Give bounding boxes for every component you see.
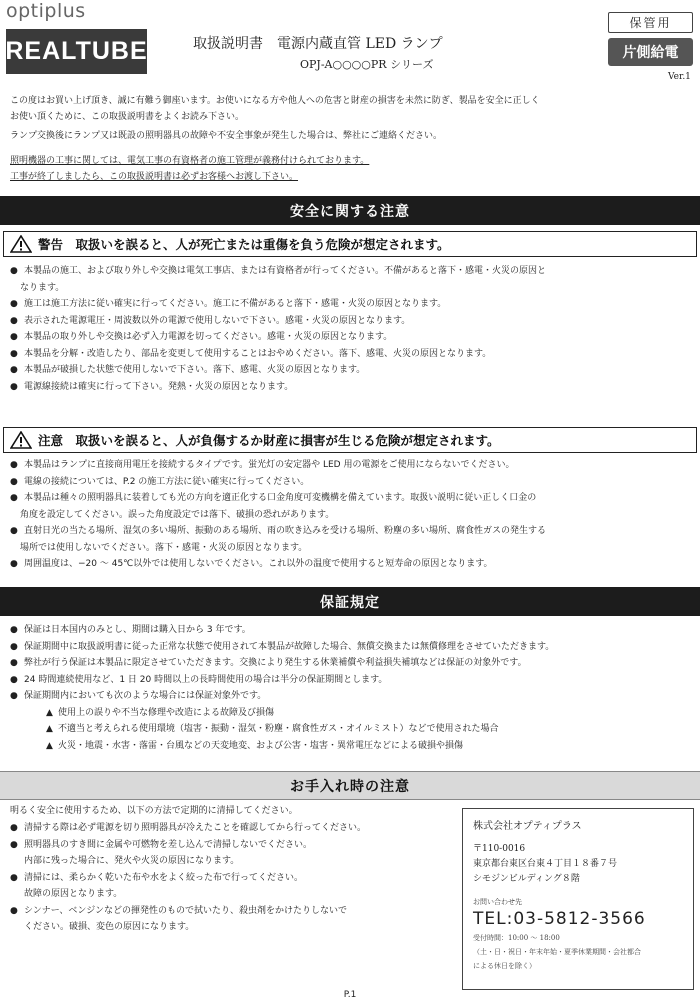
caution-box <box>3 427 697 453</box>
list-item: ● 本製品が破損した状態で使用しないで下さい。落下、感電、火災の原因となります。 <box>10 365 366 375</box>
intro-line: 照明機器の工事に関しては、電気工事の有資格者の施工管理が義務付けられております。 <box>10 156 370 166</box>
warning-title: 警告 取扱いを誤ると、人が死亡または重傷を負う危険が想定されます。 <box>38 237 450 252</box>
list-item: ● 本製品の取り外しや交換は必ず入力電源を切ってください。感電・火災の原因となります。 <box>10 332 393 342</box>
list-item: ● シンナー、ベンジンなどの揮発性のもので拭いたり、殺虫剤をかけたりしないで <box>10 905 347 916</box>
warning-triangle-icon <box>10 235 32 253</box>
intro-line: お使い頂くために、この取扱説明書をよくお読み下さい。 <box>10 112 245 122</box>
business-hours-note-end: による休日を除く） <box>473 962 536 970</box>
sub-list-item: ▲ 不適当と考えられる使用環境（塩害・振動・湿気・粉塵・腐食性ガス・オイルミスト）などで使用された場合 <box>46 724 499 734</box>
list-item: ● 周囲温度は、−20 〜 45℃以外では使用しないでください。これ以外の温度で使用すると短寿命の原因となります。 <box>10 559 493 569</box>
warranty-section-heading: 保証規定 <box>0 587 700 616</box>
list-item: ● 本製品の施工、および取り外しや交換は電気工事店、または有資格者が行ってください。不備があると落下・感電・火災の原因と <box>10 266 547 276</box>
care-list <box>10 820 450 936</box>
warranty-sub-list <box>46 705 690 755</box>
safety-section-heading: 安全に関する注意 <box>0 196 700 225</box>
contact-box <box>462 808 694 990</box>
version-label: Ver.1 <box>668 72 691 82</box>
list-item: ● 本製品は種々の照明器具に装着しても光の方向を適正化する口金角度可変機構を備えています。取扱い説明に従い正しく口金の <box>10 493 537 503</box>
postal-code: 〒110-0016 <box>473 844 526 854</box>
list-item-continuation: 角度を設定してください。誤った角度設定では落下、破損の恐れがあります。 <box>20 509 335 520</box>
list-item: ● 本製品を分解・改造したり、部品を変更して使用することはおやめください。落下、感電、火災の原因となります。 <box>10 348 492 359</box>
list-item: ● 保証は日本国内のみとし、期間は購入日から 3 年です。 <box>10 625 251 635</box>
list-item: ● 24 時間連続使用など、1 日 20 時間以上の長時間使用の場合は半分の保証期間とします。 <box>10 674 388 685</box>
power-badge: 片側給電 <box>608 38 693 66</box>
list-item-continuation: ください。破損、変色の原因になります。 <box>24 922 195 932</box>
list-item: ● 電線の接続については、P.2 の施工方法に従い確実に行ってください。 <box>10 476 310 487</box>
storage-badge: 保管用 <box>608 12 693 33</box>
product-series: OPJ-A○○○○PR シリーズ <box>300 58 434 71</box>
list-item: ● 照明器具のすき間に金属や可燃物を差し込んで清掃しないでください。 <box>10 839 313 850</box>
caution-triangle-icon <box>10 431 32 449</box>
list-item: ● 施工は施工方法に従い確実に行ってください。施工に不備があると落下・感電・火災の原因となります。 <box>10 299 447 309</box>
intro-paragraph-1 <box>10 93 690 125</box>
address-line-2: シモジンビルディング８階 <box>473 874 580 884</box>
document-title: 取扱説明書 電源内蔵直管 LED ランプ <box>193 36 443 52</box>
warning-list <box>10 263 690 395</box>
list-item: ● 直射日光の当たる場所、湿気の多い場所、振動のある場所、雨の吹き込みを受ける場所、粉塵の多い場所、腐食性ガスの発生する <box>10 526 547 536</box>
intro-line: この度はお買い上げ頂き、誠に有難う御座います。お使いになる方や他人への危害と財産の損害を未然に防ぎ、製品を安全に正しく <box>10 96 540 106</box>
warning-box <box>3 231 697 257</box>
business-hours-note: （土・日・祝日・年末年始・夏季休業期間・会社都合 <box>473 948 641 956</box>
list-item-continuation: なります。 <box>20 282 65 293</box>
sub-list-item: ▲ 使用上の誤りや不当な修理や改造による故障及び損傷 <box>46 707 275 718</box>
page-number: P.1 <box>343 990 357 1000</box>
care-section-heading: お手入れ時の注意 <box>0 771 700 800</box>
phone-number[interactable]: TEL:03-5812-3566 <box>473 909 646 929</box>
intro-paragraph-3 <box>10 153 690 185</box>
list-item-continuation: 内部に残った場合に、発火や火災の原因になります。 <box>24 856 240 866</box>
warranty-sub-group <box>10 705 690 755</box>
list-item-continuation: 場所では使用しないでください。落下・感電・火災の原因となります。 <box>20 542 308 553</box>
list-item: ● 弊社が行う保証は本製品に限定させていただきます。交換により発生する休業補償や利益損失補填などは保証の対象外です。 <box>10 658 527 668</box>
warranty-list <box>10 622 690 754</box>
intro-line: 工事が終了しましたら、この取扱説明書は必ずお客様へお渡し下さい。 <box>10 172 299 182</box>
intro-paragraph-2: ランプ交換後にランプ又は既設の照明器具の故障や不安全事象が発生した場合は、弊社にご連絡ください。 <box>10 131 443 141</box>
company-name: 株式会社オプティプラス <box>473 821 582 832</box>
caution-list <box>10 457 690 573</box>
list-item: ● 保証期間中に取扱説明書に従った正常な状態で使用されて本製品が故障した場合、無償交換または無償修理をさせていただきます。 <box>10 641 555 652</box>
list-item: ● 清掃には、柔らかく乾いた布や水をよく絞った布で行ってください。 <box>10 872 304 883</box>
list-item: ● 表示された電源電圧・周波数以外の電源で使用しないで下さい。感電・火災の原因となります。 <box>10 315 411 326</box>
list-item: ● 本製品はランプに直接商用電圧を接続するタイプです。蛍光灯の安定器や LED 用の電源をご使用にならないでください。 <box>10 460 515 470</box>
optiplus-logo: optiplus <box>6 0 86 22</box>
inquiry-label: お問い合わせ先 <box>473 898 522 906</box>
list-item: ● 保証期間内においても次のような場合には保証対象外です。 <box>10 691 267 701</box>
care-intro: 明るく安全に使用するため、以下の方法で定期的に清掃してください。 <box>10 806 298 816</box>
business-hours: 受付時間：10:00 〜 18:00 <box>473 934 560 942</box>
realtube-brand: REALTUBE <box>6 29 147 74</box>
address-line-1: 東京都台東区台東４丁目１８番７号 <box>473 859 618 869</box>
sub-list-item: ▲ 火災・地震・水害・落雷・台風などの天変地変、および公害・塩害・異常電圧などによる破損や損傷 <box>46 740 464 751</box>
list-item: ● 清掃する際は必ず電源を切り照明器具が冷えたことを確認してから行ってください。 <box>10 823 367 833</box>
list-item: ● 電源線接続は確実に行って下さい。発熱・火災の原因となります。 <box>10 381 294 392</box>
list-item-continuation: 故障の原因となります。 <box>24 889 123 899</box>
caution-title: 注意 取扱いを誤ると、人が負傷するか財産に損害が生じる危険が想定されます。 <box>38 433 500 448</box>
